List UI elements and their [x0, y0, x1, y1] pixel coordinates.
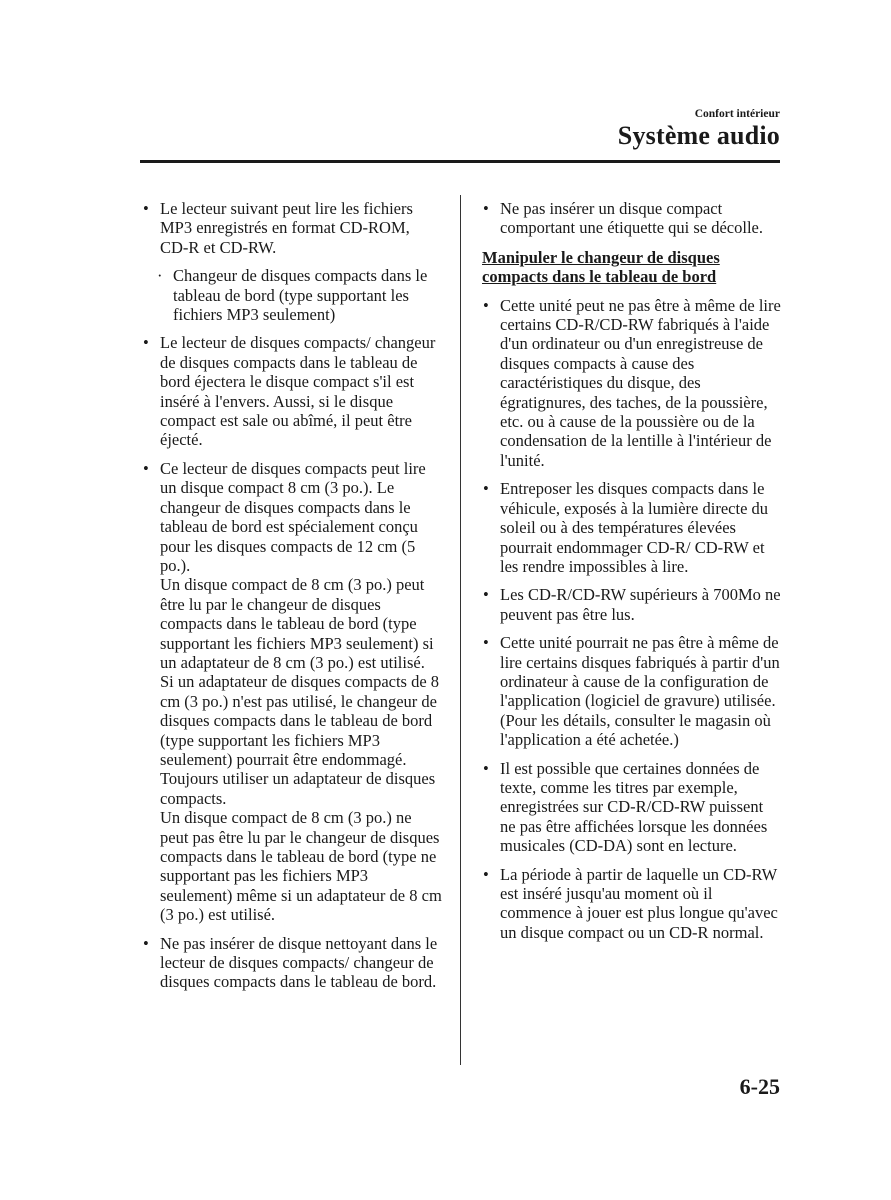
- section-label: Confort intérieur: [694, 108, 780, 120]
- bullet-text: • Les CD-R/CD-RW supérieurs à 700Mo ne peuvent pas être lus.: [500, 585, 781, 624]
- page-title: Système audio: [617, 121, 780, 150]
- bullet-text: • Cette unité peut ne pas être à même de lire certains CD-R/CD-RW fabriqués à l'aide d'un ordinateur ou d'un enregistreuse de disques compacts à cause des caractéristiques du disque, des égratignures, des taches, de la poussière, etc. ou à cause de la poussière ou de la condensation de la lentille à l'intérieur de l'unité.: [500, 295, 781, 470]
- bullet-item: [482, 585, 782, 624]
- bullet-item: [142, 459, 442, 925]
- right-column: [482, 199, 782, 951]
- bullet-item: [482, 865, 782, 943]
- bullet-text: • Ne pas insérer un disque compact comportant une étiquette qui se décolle.: [500, 199, 763, 238]
- bullet-text: • Cette unité pourrait ne pas être à même de lire certains disques fabriqués à partir d'un ordinateur à cause de la configuration de l'application (logiciel de gravure) utilisée. (Pour les détails, consulter le magasin où l'application a été achetée.): [500, 633, 780, 750]
- bullet-item: [482, 479, 782, 576]
- bullet-text: Si un adaptateur de disques compacts de 8 cm (3 po.) n'est pas utilisé, le changeur de disques compacts dans le tableau de bord (type supportant les fichiers MP3 seulement) pourrait être endommagé. Toujours utiliser un adaptateur de disques compacts.: [160, 672, 440, 808]
- bullet-item: [142, 934, 442, 992]
- bullet-text: • La période à partir de laquelle un CD-RW est inséré jusqu'au moment où il commence à jouer est plus longue qu'avec un disque compact ou un CD-R normal.: [500, 864, 778, 942]
- sub-bullet-item: [142, 266, 442, 324]
- bullet-text: • Ce lecteur de disques compacts peut lire un disque compact 8 cm (3 po.). Le changeur de disques compacts dans le tableau de bord est spécialement conçu pour les disques compacts de 12 cm (5 po.).: [160, 458, 426, 575]
- bullet-text: • Ne pas insérer de disque nettoyant dans le lecteur de disques compacts/ changeur de disques compacts dans le tableau de bord.: [160, 933, 438, 992]
- bullet-item: [482, 199, 782, 238]
- left-column: [142, 199, 442, 1001]
- bullet-text: • Le lecteur suivant peut lire les fichiers MP3 enregistrés en format CD-ROM, CD-R et CD-RW.: [160, 199, 413, 257]
- page-number: 6-25: [739, 1074, 780, 1099]
- bullet-text: • Le lecteur de disques compacts/ changeur de disques compacts dans le tableau de bord éjectera le disque compact s'il est inséré à l'envers. Aussi, si le disque compact est sale ou abîmé, il peut être éjecté.: [160, 333, 436, 450]
- bullet-text: Un disque compact de 8 cm (3 po.) peut être lu par le changeur de disques compacts dans le tableau de bord (type supportant les fichiers MP3 seulement) si un adaptateur de 8 cm (3 po.) est utilisé.: [160, 575, 434, 672]
- header-rule: [140, 160, 780, 163]
- sub-bullet-text: · Changeur de disques compacts dans le tableau de bord (type supportant les fichiers MP3 seulement): [173, 266, 428, 325]
- bullet-item: [142, 333, 442, 449]
- bullet-item: [482, 296, 782, 471]
- column-divider: [460, 195, 461, 1065]
- bullet-item: [142, 199, 442, 257]
- bullet-item: [482, 759, 782, 856]
- bullet-text: Un disque compact de 8 cm (3 po.) ne peut pas être lu par le changeur de disques compacts dans le tableau de bord (type ne supportant pas les fichiers MP3 seulement) même si un adaptateur de 8 cm (3 po.) est utilisé.: [160, 808, 442, 925]
- section-subheading: Manipuler le changeur de disques compacts dans le tableau de bord: [482, 247, 720, 287]
- bullet-text: • Entreposer les disques compacts dans le véhicule, exposés à la lumière directe du soleil ou à des températures élevées pourrait endommager CD-R/ CD-RW et les rendre impossibles à lire.: [500, 479, 769, 576]
- bullet-text: • Il est possible que certaines données de texte, comme les titres par exemple, enregistrées sur CD-R/CD-RW puissent ne pas être affichées lorsque les données musicales (CD-DA) sont en lecture.: [500, 758, 768, 856]
- bullet-item: [482, 633, 782, 749]
